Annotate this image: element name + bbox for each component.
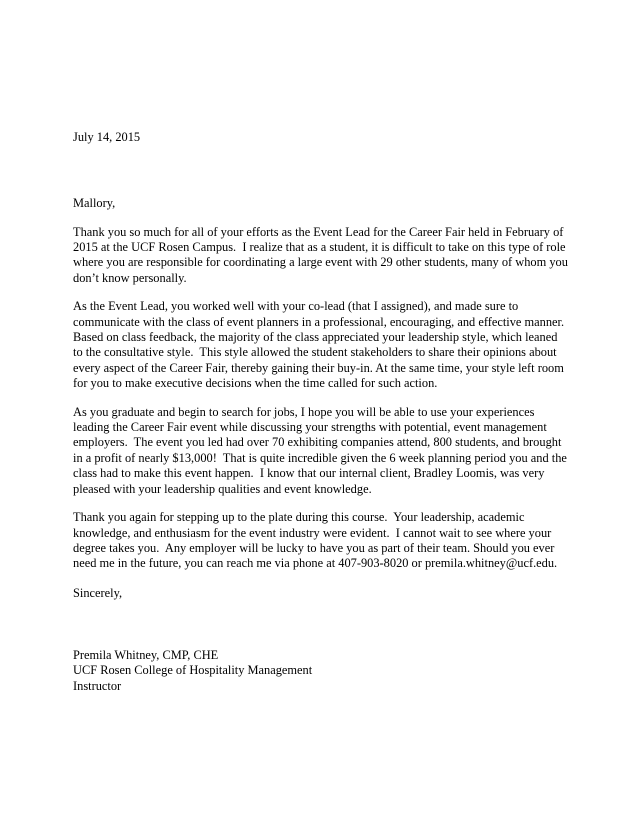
letter-content xyxy=(73,130,572,694)
signer-title: Instructor xyxy=(73,678,122,693)
letter-salutation: Mallory, xyxy=(73,196,116,211)
signature-block xyxy=(73,648,569,694)
letter-paragraph-2: As the Event Lead, you worked well with your co-lead (that I assigned), and made sure to communicate with the class of event planners in a professional, encouraging, and effective manner. Based on class feedback, the majority of the class appreciated your leadership style, which leaned to the consultative style. This style allowed the student stakeholders to share their opinions about every aspect of the Career Fair, thereby gaining their buy-in. At the same time, your style left room for you to make executive decisions when the time called for such action. xyxy=(73,299,571,391)
letter-closing: Sincerely, xyxy=(73,585,123,600)
letter-date: July 14, 2015 xyxy=(73,130,141,144)
signer-name: Premila Whitney, CMP, CHE xyxy=(73,648,219,663)
letter-paragraph-4: Thank you again for stepping up to the plate during this course. Your leadership, academic knowledge, and enthusiasm for the event industry were evident. I cannot wait to see where your degree takes you. Any employer will be lucky to have you as part of their team. Should you ever need me in the future, you can reach me via phone at 407-903-8020 or premila.whitney@ucf.edu. xyxy=(73,510,558,571)
letter-paragraph-1: Thank you so much for all of your efforts as the Event Lead for the Career Fair held in February of 2015 at the UCF Rosen Campus. I realize that as a student, it is difficult to take on this type of role where you are responsible for coordinating a large event with 29 other students, many of whom you don’t know personally. xyxy=(73,224,572,285)
signer-organization: UCF Rosen College of Hospitality Management xyxy=(73,663,313,678)
letter-paragraph-3: As you graduate and begin to search for jobs, I hope you will be able to use your experiences leading the Career Fair event while discussing your strengths with potential, event management employers. The event you led had over 70 exhibiting companies attend, 800 students, and brought in a profit of nearly $13,000! That is quite incredible given the 6 week planning period you and the class had to make this event happen. I know that our internal client, Bradley Loomis, was very pleased with your leadership qualities and event knowledge. xyxy=(73,404,570,496)
